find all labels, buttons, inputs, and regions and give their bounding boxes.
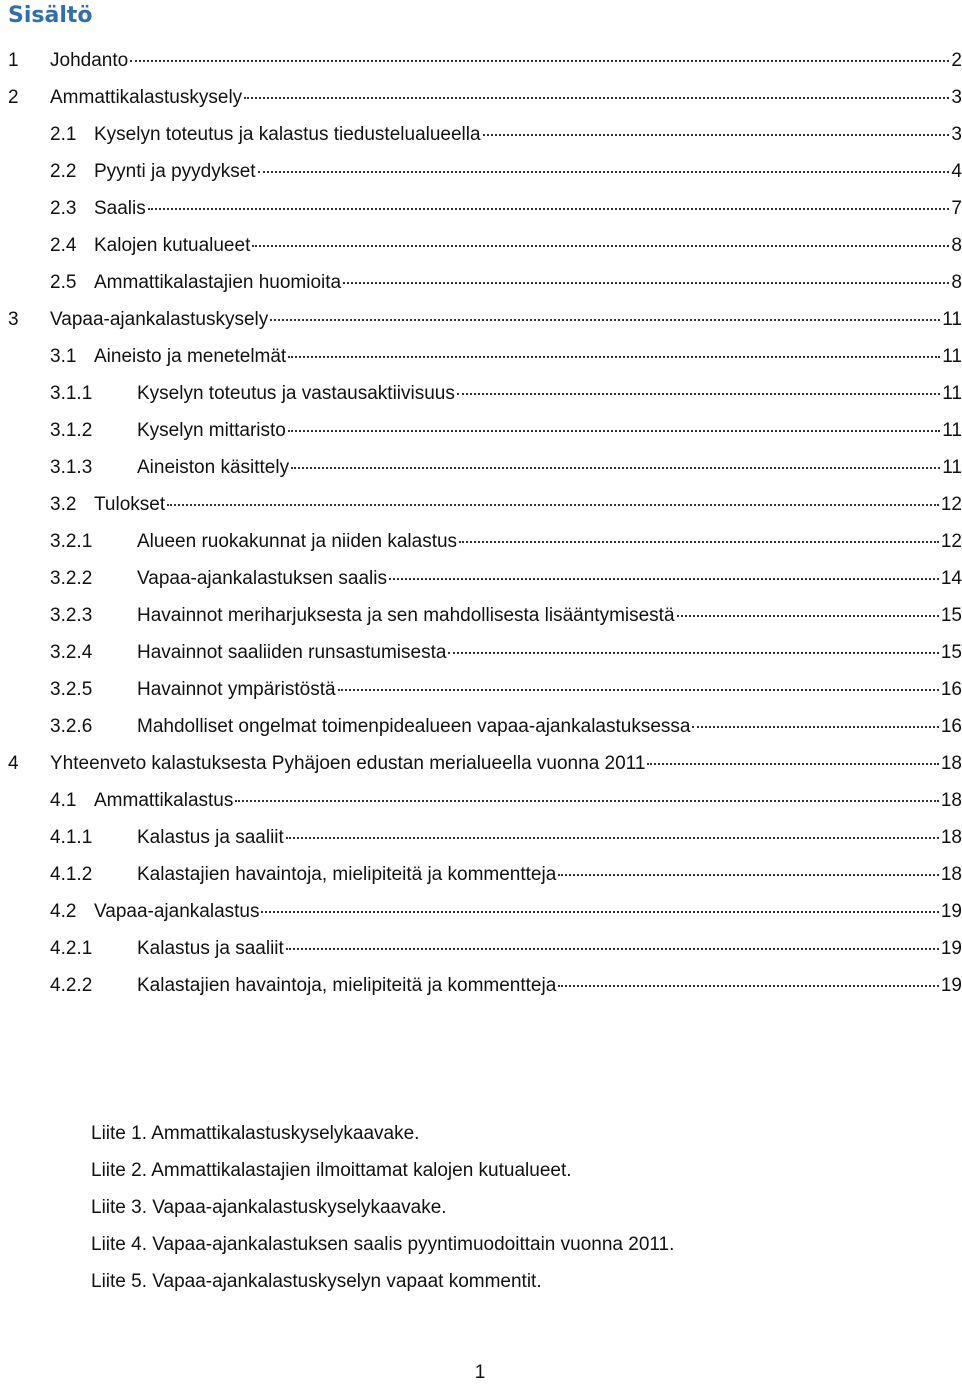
- toc-entry-title: Kyselyn mittaristo: [137, 420, 286, 441]
- toc-entry-page: 4: [951, 161, 962, 182]
- toc-entry-number: 3.1.3: [50, 457, 93, 478]
- toc-entry-number: 1: [8, 50, 19, 71]
- toc-entry-page: 15: [940, 605, 962, 626]
- toc-entry-page: 11: [942, 420, 962, 441]
- toc-entry-title: Mahdolliset ongelmat toimenpidealueen vapaa-ajankalastuksessa: [137, 716, 691, 737]
- toc-entry[interactable]: [50, 863, 962, 887]
- toc-dot-leader: [457, 393, 940, 395]
- toc-dot-leader: [286, 948, 939, 950]
- toc-entry-number: 4.1: [50, 790, 77, 811]
- toc-entry-page: 18: [940, 827, 962, 848]
- toc-entry-page: 15: [940, 642, 962, 663]
- toc-entry-page: 11: [942, 309, 962, 330]
- toc-entry[interactable]: [50, 382, 962, 406]
- toc-dot-leader: [286, 837, 939, 839]
- toc-entry-number: 3.1: [50, 346, 77, 367]
- toc-entry-number: 2.2: [50, 161, 77, 182]
- toc-entry-title: Ammattikalastajien huomioita: [94, 272, 342, 293]
- toc-entry[interactable]: [50, 271, 962, 295]
- toc-dot-leader: [338, 689, 939, 691]
- toc-entry-title: Kyselyn toteutus ja vastausaktiivisuus: [137, 383, 455, 404]
- toc-entry-number: 4: [8, 753, 19, 774]
- toc-entry-number: 3.1.2: [50, 420, 93, 441]
- toc-entry[interactable]: [50, 900, 962, 924]
- toc-entry-page: 11: [942, 457, 962, 478]
- toc-entry-number: 3: [8, 309, 19, 330]
- toc-dot-leader: [483, 134, 950, 136]
- toc-entry-page: 11: [942, 383, 962, 404]
- toc-entry[interactable]: [50, 345, 962, 369]
- toc-entry-number: 4.2.1: [50, 938, 93, 959]
- toc-entry[interactable]: [50, 789, 962, 813]
- toc-entry-number: 4.1.2: [50, 864, 93, 885]
- toc-entry-title: Kalastajien havaintoja, mielipiteitä ja kommentteja: [137, 975, 557, 996]
- toc-entry[interactable]: [50, 641, 962, 665]
- toc-entry[interactable]: [50, 974, 962, 998]
- toc-entry-number: 2.5: [50, 272, 77, 293]
- toc-dot-leader: [252, 245, 949, 247]
- appendix-item: Liite 4. Vapaa-ajankalastuksen saalis pyyntimuodoittain vuonna 2011.: [91, 1234, 675, 1255]
- toc-entry-page: 14: [940, 568, 962, 589]
- toc-entry-title: Pyynti ja pyydykset: [94, 161, 256, 182]
- toc-entry[interactable]: [50, 493, 962, 517]
- toc-entry-number: 4.1.1: [50, 827, 93, 848]
- toc-entry-number: 3.2.1: [50, 531, 93, 552]
- toc-dot-leader: [244, 97, 949, 99]
- toc-entry-number: 3.1.1: [50, 383, 93, 404]
- toc-entry-page: 11: [942, 346, 962, 367]
- toc-entry[interactable]: [50, 234, 962, 258]
- toc-dot-leader: [647, 763, 938, 765]
- toc-entry-number: 3.2.3: [50, 605, 93, 626]
- toc-entry-title: Vapaa-ajankalastuksen saalis: [137, 568, 387, 589]
- toc-entry-title: Kyselyn toteutus ja kalastus tiedustelualueella: [94, 124, 481, 145]
- toc-entry-title: Yhteenveto kalastuksesta Pyhäjoen edustan merialueella vuonna 2011: [50, 753, 646, 774]
- toc-dot-leader: [270, 319, 940, 321]
- toc-dot-leader: [343, 282, 949, 284]
- toc-entry-page: 8: [951, 272, 962, 293]
- appendix-item: Liite 5. Vapaa-ajankalastuskyselyn vapaat kommentit.: [91, 1271, 542, 1292]
- toc-entry-number: 3.2.5: [50, 679, 93, 700]
- toc-dot-leader: [677, 615, 939, 617]
- toc-entry-page: 12: [940, 494, 962, 515]
- toc-entry-page: 16: [940, 716, 962, 737]
- toc-entry-title: Havainnot ympäristöstä: [137, 679, 336, 700]
- toc-entry[interactable]: [50, 123, 962, 147]
- appendix-item: Liite 3. Vapaa-ajankalastuskyselykaavake.: [91, 1197, 447, 1218]
- toc-entry-title: Saalis: [94, 198, 146, 219]
- toc-entry-title: Ammattikalastuskysely: [50, 87, 243, 108]
- toc-entry[interactable]: [50, 530, 962, 554]
- toc-dot-leader: [130, 60, 949, 62]
- toc-entry[interactable]: [8, 752, 962, 776]
- toc-dot-leader: [558, 874, 939, 876]
- toc-entry-title: Tulokset: [94, 494, 166, 515]
- toc-entry[interactable]: [50, 826, 962, 850]
- toc-entry[interactable]: [8, 308, 962, 332]
- toc-entry-page: 18: [940, 790, 962, 811]
- toc-entry-page: 19: [940, 938, 962, 959]
- toc-entry-number: 3.2: [50, 494, 77, 515]
- toc-dot-leader: [389, 578, 939, 580]
- toc-entry-title: Havainnot meriharjuksesta ja sen mahdollisesta lisääntymisestä: [137, 605, 675, 626]
- toc-entry-number: 2.1: [50, 124, 77, 145]
- toc-entry-title: Johdanto: [50, 50, 129, 71]
- toc-entry-page: 3: [951, 87, 962, 108]
- toc-entry-page: 16: [940, 679, 962, 700]
- toc-dot-leader: [692, 726, 938, 728]
- toc-entry-title: Havainnot saaliiden runsastumisesta: [137, 642, 447, 663]
- page-title: Sisältö: [8, 3, 93, 28]
- toc-entry-page: 3: [951, 124, 962, 145]
- toc-entry-number: 2.4: [50, 235, 77, 256]
- toc-entry-title: Kalojen kutualueet: [94, 235, 251, 256]
- toc-entry[interactable]: [50, 678, 962, 702]
- toc-entry-title: Ammattikalastus: [94, 790, 234, 811]
- toc-entry-number: 4.2: [50, 901, 77, 922]
- toc-entry[interactable]: [50, 937, 962, 961]
- toc-entry-number: 3.2.2: [50, 568, 93, 589]
- toc-entry-number: 2: [8, 87, 19, 108]
- toc-entry-page: 2: [951, 50, 962, 71]
- toc-dot-leader: [235, 800, 938, 802]
- toc-entry[interactable]: [8, 49, 962, 73]
- toc-entry[interactable]: [50, 419, 962, 443]
- toc-entry-title: Aineiston käsittely: [137, 457, 290, 478]
- toc-entry-page: 8: [951, 235, 962, 256]
- toc-entry-title: Vapaa-ajankalastuskysely: [50, 309, 269, 330]
- toc-entry-page: 12: [940, 531, 962, 552]
- page-number: 1: [474, 1362, 486, 1383]
- toc-entry-page: 19: [940, 901, 962, 922]
- toc-entry-page: 7: [951, 198, 962, 219]
- toc-entry-number: 2.3: [50, 198, 77, 219]
- toc-dot-leader: [448, 652, 938, 654]
- toc-entry[interactable]: [8, 86, 962, 110]
- toc-entry-number: 3.2.6: [50, 716, 93, 737]
- toc-entry[interactable]: [50, 715, 962, 739]
- appendix-item: Liite 2. Ammattikalastajien ilmoittamat kalojen kutualueet.: [91, 1160, 572, 1181]
- toc-dot-leader: [148, 208, 950, 210]
- toc-entry[interactable]: [50, 160, 962, 184]
- appendix-item: Liite 1. Ammattikalastuskyselykaavake.: [91, 1123, 420, 1144]
- toc-dot-leader: [558, 985, 939, 987]
- toc-entry-title: Kalastus ja saaliit: [137, 938, 284, 959]
- toc-entry[interactable]: [50, 456, 962, 480]
- toc-entry-title: Aineisto ja menetelmät: [94, 346, 287, 367]
- toc-dot-leader: [258, 171, 950, 173]
- toc-dot-leader: [291, 467, 940, 469]
- toc-entry-title: Alueen ruokakunnat ja niiden kalastus: [137, 531, 458, 552]
- toc-entry-page: 19: [940, 975, 962, 996]
- toc-dot-leader: [167, 504, 939, 506]
- toc-dot-leader: [288, 430, 940, 432]
- toc-entry-title: Kalastus ja saaliit: [137, 827, 284, 848]
- toc-entry-title: Vapaa-ajankalastus: [94, 901, 260, 922]
- toc-dot-leader: [288, 356, 940, 358]
- toc-entry[interactable]: [50, 567, 962, 591]
- toc-dot-leader: [261, 911, 938, 913]
- toc-dot-leader: [459, 541, 939, 543]
- toc-entry-page: 18: [940, 753, 962, 774]
- toc-entry[interactable]: [50, 197, 962, 221]
- toc-entry[interactable]: [50, 604, 962, 628]
- toc-entry-title: Kalastajien havaintoja, mielipiteitä ja kommentteja: [137, 864, 557, 885]
- toc-entry-number: 4.2.2: [50, 975, 93, 996]
- toc-entry-page: 18: [940, 864, 962, 885]
- toc-entry-number: 3.2.4: [50, 642, 93, 663]
